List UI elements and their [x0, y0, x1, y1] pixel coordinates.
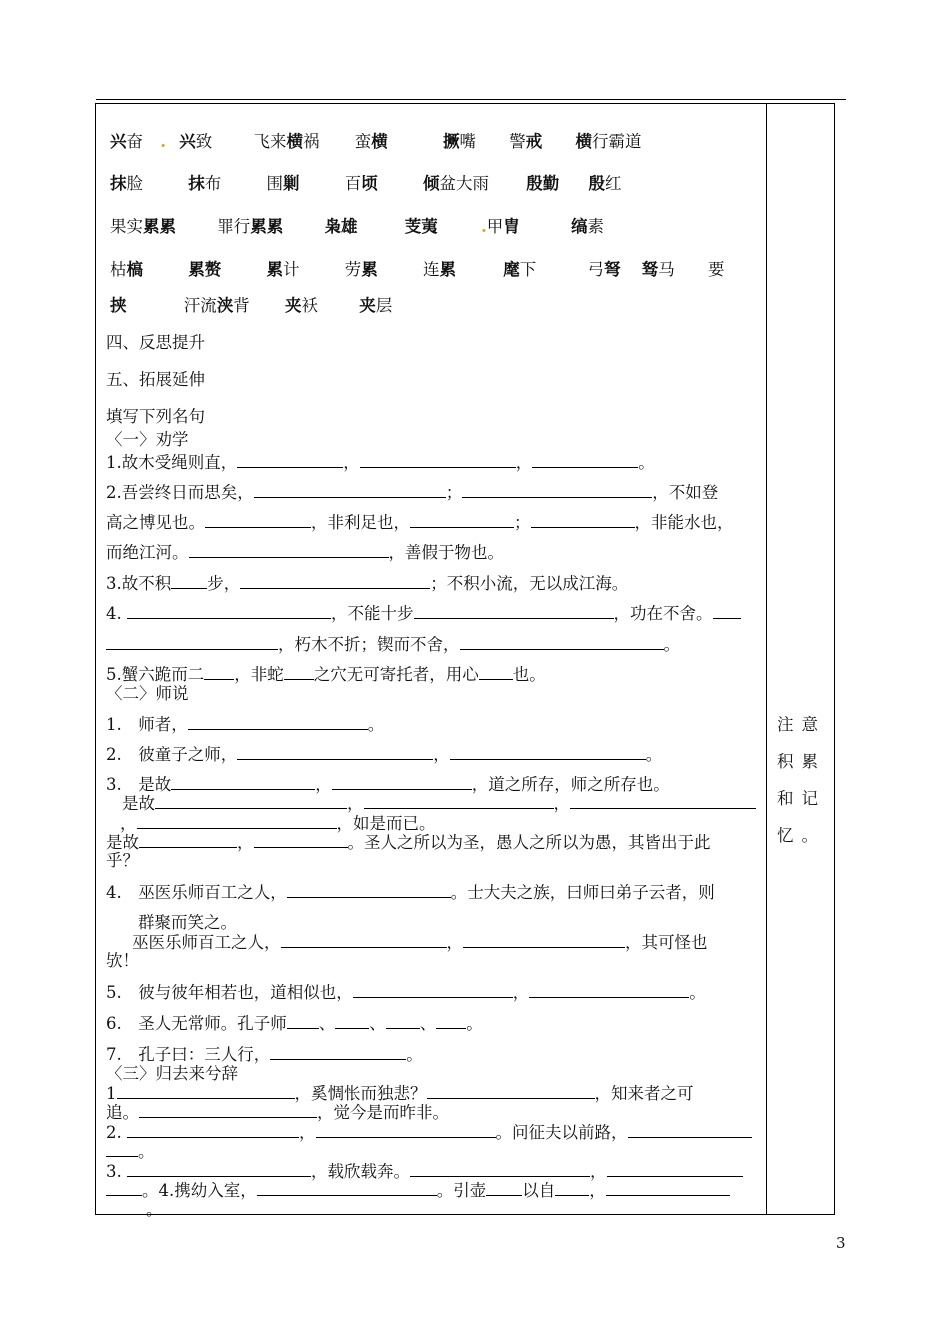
text: 而绝江河。	[106, 543, 189, 562]
side-note	[777, 706, 829, 854]
vocab-word: 殷勤	[526, 174, 560, 193]
text: 2.吾尝终日而思矣，	[106, 483, 254, 502]
text: ，奚惆怅而独悲？	[294, 1084, 427, 1103]
text: 巫医乐师百工之人，	[132, 933, 281, 952]
blank[interactable]	[171, 573, 207, 589]
text: 3. 是故	[106, 775, 172, 794]
text: 步，	[207, 574, 241, 593]
shishuo-line-13: 6. 圣人无常师。孔子师 、 、 、 。	[106, 1014, 483, 1033]
blank[interactable]	[137, 813, 337, 829]
vocab-word: 抹脸	[110, 174, 143, 193]
side-note-line: 注意	[777, 715, 826, 734]
side-note-line: 和记	[777, 789, 826, 808]
blank[interactable]	[205, 512, 311, 528]
blank[interactable]	[254, 832, 348, 848]
blank[interactable]	[460, 634, 664, 650]
text: ，非能水也，	[634, 513, 734, 532]
guiqulai-line-6: 。4.携幼入室， 。引壶 以自 ，	[106, 1180, 730, 1201]
vocab-word: 百顷	[344, 174, 378, 193]
text: ，知来者之可	[594, 1084, 694, 1103]
vocab-row-3	[110, 217, 604, 237]
vocab-word: 挟	[110, 296, 127, 315]
shishuo-line-3: 3. 是故 ， ，道之所存，师之所存也。	[106, 775, 670, 794]
quanxue-line-7: ，朽木不折；锲而不舍， 。	[106, 634, 680, 655]
blank[interactable]	[254, 482, 446, 498]
blank[interactable]	[127, 1161, 311, 1177]
text: 6. 圣人无常师。孔子师	[106, 1014, 287, 1033]
vocab-word: 累计	[266, 260, 300, 279]
vocab-row-4	[110, 260, 725, 280]
vocab-word: 劳累	[344, 260, 378, 279]
quanxue-line-8	[106, 664, 546, 685]
blank[interactable]	[364, 793, 554, 809]
blank[interactable]	[106, 1199, 146, 1215]
guiqulai-line-5: 3. ，载欣载奔。 ，	[106, 1161, 743, 1182]
text: 。4.携幼入室，	[142, 1181, 257, 1200]
shishuo-line-12: 5. 彼与彼年相若也，道相似也， ， 。	[106, 983, 706, 1002]
blank[interactable]	[531, 512, 635, 528]
blank[interactable]	[450, 744, 646, 760]
blank[interactable]	[106, 634, 278, 650]
quanxue-line-3: 高之博见也。 ，非利足也， ； ，非能水也，	[106, 513, 734, 532]
text: 。引壶	[436, 1181, 487, 1200]
vocab-word: 连累	[423, 260, 456, 279]
shishuo-line-9: 群聚而笑之。	[138, 913, 237, 932]
vocab-word: 麾下	[503, 260, 537, 279]
text: 追。	[106, 1103, 139, 1122]
vocab-word: 甲胄	[486, 217, 520, 236]
text: 是故	[122, 794, 155, 813]
shishuo-line-8	[106, 882, 715, 903]
blank[interactable]	[188, 714, 368, 730]
blank[interactable]	[410, 512, 514, 528]
vocab-word: 兴奋	[110, 132, 143, 151]
text: 之穴无可寄托者，用心	[313, 665, 479, 684]
vocab-row-1	[110, 132, 642, 152]
guiqulai-line-3: 2. ， 。问征夫以前路，	[106, 1122, 752, 1143]
top-rule	[96, 99, 846, 100]
blank[interactable]	[155, 793, 347, 809]
page-number: 3	[836, 1234, 846, 1252]
blank[interactable]	[139, 832, 237, 848]
vocab-word: 倾盆大雨	[423, 174, 489, 193]
text: ，觉今是而昨非。	[317, 1103, 449, 1122]
quanxue-line-6	[106, 603, 741, 624]
text: 也。	[512, 665, 546, 684]
text: 高之博见也。	[106, 513, 205, 532]
blank[interactable]	[410, 1161, 590, 1177]
blank[interactable]	[204, 664, 234, 680]
text: ，善假于物也。	[388, 543, 504, 562]
vocab-word: 缟素	[571, 217, 604, 236]
text: ，功在不舍。	[613, 604, 713, 623]
text: 4.	[106, 604, 122, 623]
vocab-word: 撅嘴	[443, 132, 476, 151]
section-reflect: 四、反思提升	[106, 333, 205, 352]
blank[interactable]	[529, 982, 689, 998]
blank[interactable]	[486, 1180, 522, 1196]
shishuo-line-10: 巫医乐师百工之人， ， ，其可怪也	[132, 933, 708, 952]
vocab-word: 横行霸道	[575, 132, 642, 151]
guiqulai-line-7: 。	[106, 1199, 163, 1220]
guiqulai-line-2	[106, 1102, 449, 1123]
text: ，非利足也，	[311, 513, 410, 532]
text: ，其可怪也	[625, 933, 708, 952]
vocab-word: 夹袄	[285, 296, 318, 315]
blank[interactable]	[463, 932, 625, 948]
blank[interactable]	[281, 932, 447, 948]
shishuo-line-5: ， ，如是而已。	[120, 814, 436, 833]
text: 2. 彼童子之师，	[106, 745, 238, 764]
text: 3.	[106, 1162, 122, 1181]
text: 。问征夫以前路，	[495, 1123, 628, 1142]
blank[interactable]	[106, 1180, 142, 1196]
text: 是故	[106, 833, 139, 852]
text: ，不如登	[652, 483, 719, 502]
shishuo-line-6: 是故 ， 。圣人之所以为圣，愚人之所以为愚，其皆出于此	[106, 833, 711, 852]
quanxue-line-4	[106, 542, 504, 563]
blank[interactable]	[284, 664, 314, 680]
shishuo-line-11: 欤！	[106, 951, 139, 970]
blank[interactable]	[532, 452, 638, 468]
blank[interactable]	[257, 1180, 437, 1196]
blank[interactable]	[171, 774, 315, 790]
guiqulai-line-4: 。	[106, 1141, 155, 1162]
vocab-word: 夹层	[359, 296, 393, 315]
heading-guiqulai: 〈三〉归去来兮辞	[106, 1064, 238, 1083]
blank[interactable]	[316, 1122, 496, 1138]
text: ，不能十步	[331, 604, 414, 623]
text: 5.蟹六跪而二	[106, 665, 205, 684]
text: 5. 彼与彼年相若也，道相似也，	[106, 983, 353, 1002]
blank[interactable]	[462, 482, 652, 498]
text: ，如是而已。	[336, 814, 436, 833]
vocab-word: 警戒	[509, 132, 543, 151]
blank[interactable]	[237, 452, 343, 468]
vocab-word: 弓弩	[587, 260, 621, 279]
shishuo-line-4: 是故 ， ，	[122, 793, 756, 814]
vocab-word: 汗流浃背	[183, 296, 250, 315]
text: 1.故木受绳则直，	[106, 453, 238, 472]
section-extend: 五、拓展延伸	[106, 370, 205, 389]
blank[interactable]	[414, 603, 614, 619]
text: 以自	[522, 1181, 556, 1200]
blank[interactable]	[606, 1180, 730, 1196]
blank[interactable]	[106, 1141, 138, 1157]
vocab-word: 飞来横祸	[253, 132, 320, 151]
shishuo-line-14: 7. 孔子曰：三人行， 。	[106, 1045, 423, 1064]
text: ，道之所存，师之所存也。	[471, 775, 670, 794]
shishuo-line-2: 2. 彼童子之师， ， 。	[106, 745, 663, 764]
vocab-word: 驽马	[641, 260, 675, 279]
vocab-word: 蛮横	[354, 132, 388, 151]
quanxue-line-1: 1.故木受绳则直， ， ， 。	[106, 453, 655, 472]
blank[interactable]	[117, 1083, 295, 1099]
text: ，朽木不折；锲而不舍，	[278, 635, 460, 654]
blank[interactable]	[139, 1102, 317, 1118]
side-note-line: 忆。	[777, 826, 826, 845]
blank[interactable]	[628, 1122, 752, 1138]
blank[interactable]	[713, 603, 741, 619]
blank[interactable]	[287, 882, 451, 898]
vocab-word: 围剿	[266, 174, 300, 193]
blank[interactable]	[237, 744, 433, 760]
blank[interactable]	[127, 1122, 299, 1138]
quanxue-line-2: 2.吾尝终日而思矣， ； ，不如登	[106, 483, 719, 502]
text: 1	[106, 1084, 117, 1103]
blank[interactable]	[335, 1013, 369, 1029]
fill-title: 填写下列名句	[106, 407, 205, 426]
marker-dot: .	[160, 132, 166, 151]
marker-dot: .	[481, 217, 487, 236]
text: ；不积小流，无以成江海。	[430, 574, 629, 593]
text: 。圣人之所以为圣，愚人之所以为愚，其皆出于此	[347, 833, 711, 852]
text: ，非蛇	[234, 665, 284, 684]
blank[interactable]	[555, 1180, 589, 1196]
blank[interactable]	[127, 603, 331, 619]
vocab-row-2	[110, 174, 622, 194]
blank[interactable]	[386, 1013, 420, 1029]
blank[interactable]	[479, 664, 513, 680]
blank[interactable]	[436, 1013, 466, 1029]
vocab-word: 兴致	[179, 132, 213, 151]
blank[interactable]	[607, 1161, 743, 1177]
heading-shishuo: 〈二〉师说	[106, 684, 189, 703]
vocab-word: 累赘	[188, 260, 222, 279]
column-divider	[766, 103, 767, 1215]
text: 3.故不积	[106, 574, 172, 593]
quanxue-line-5	[106, 573, 628, 594]
side-note-line: 积累	[777, 752, 826, 771]
vocab-word: 枭雄	[324, 217, 358, 236]
blank[interactable]	[287, 1013, 319, 1029]
shishuo-line-7: 乎？	[106, 851, 139, 870]
blank[interactable]	[353, 982, 513, 998]
vocab-word: 罪行累累	[217, 217, 284, 236]
text: ，载欣载奔。	[311, 1162, 410, 1181]
shishuo-line-1: 1. 师者， 。	[106, 715, 385, 734]
vocab-word: 抹布	[188, 174, 222, 193]
vocab-word: 芰荑	[404, 217, 438, 236]
vocab-word: 枯槁	[110, 260, 143, 279]
vocab-row-5	[110, 296, 392, 316]
text: 4. 巫医乐师百工之人，	[106, 883, 287, 902]
blank[interactable]	[360, 452, 516, 468]
blank[interactable]	[332, 774, 472, 790]
blank[interactable]	[427, 1083, 595, 1099]
blank[interactable]	[570, 793, 756, 809]
heading-quanxue: 〈一〉劝学	[106, 430, 189, 449]
vocab-word: 要	[708, 260, 725, 279]
text: 7. 孔子曰：三人行，	[106, 1045, 271, 1064]
blank[interactable]	[189, 542, 389, 558]
blank[interactable]	[240, 573, 430, 589]
blank[interactable]	[270, 1044, 406, 1060]
text: 。士大夫之族，曰师曰弟子云者，则	[450, 883, 715, 902]
guiqulai-line-1	[106, 1083, 694, 1104]
vocab-word: 果实累累	[110, 217, 176, 236]
text: 1. 师者，	[106, 715, 188, 734]
vocab-word: 殷红	[588, 174, 622, 193]
text: 2.	[106, 1123, 122, 1142]
